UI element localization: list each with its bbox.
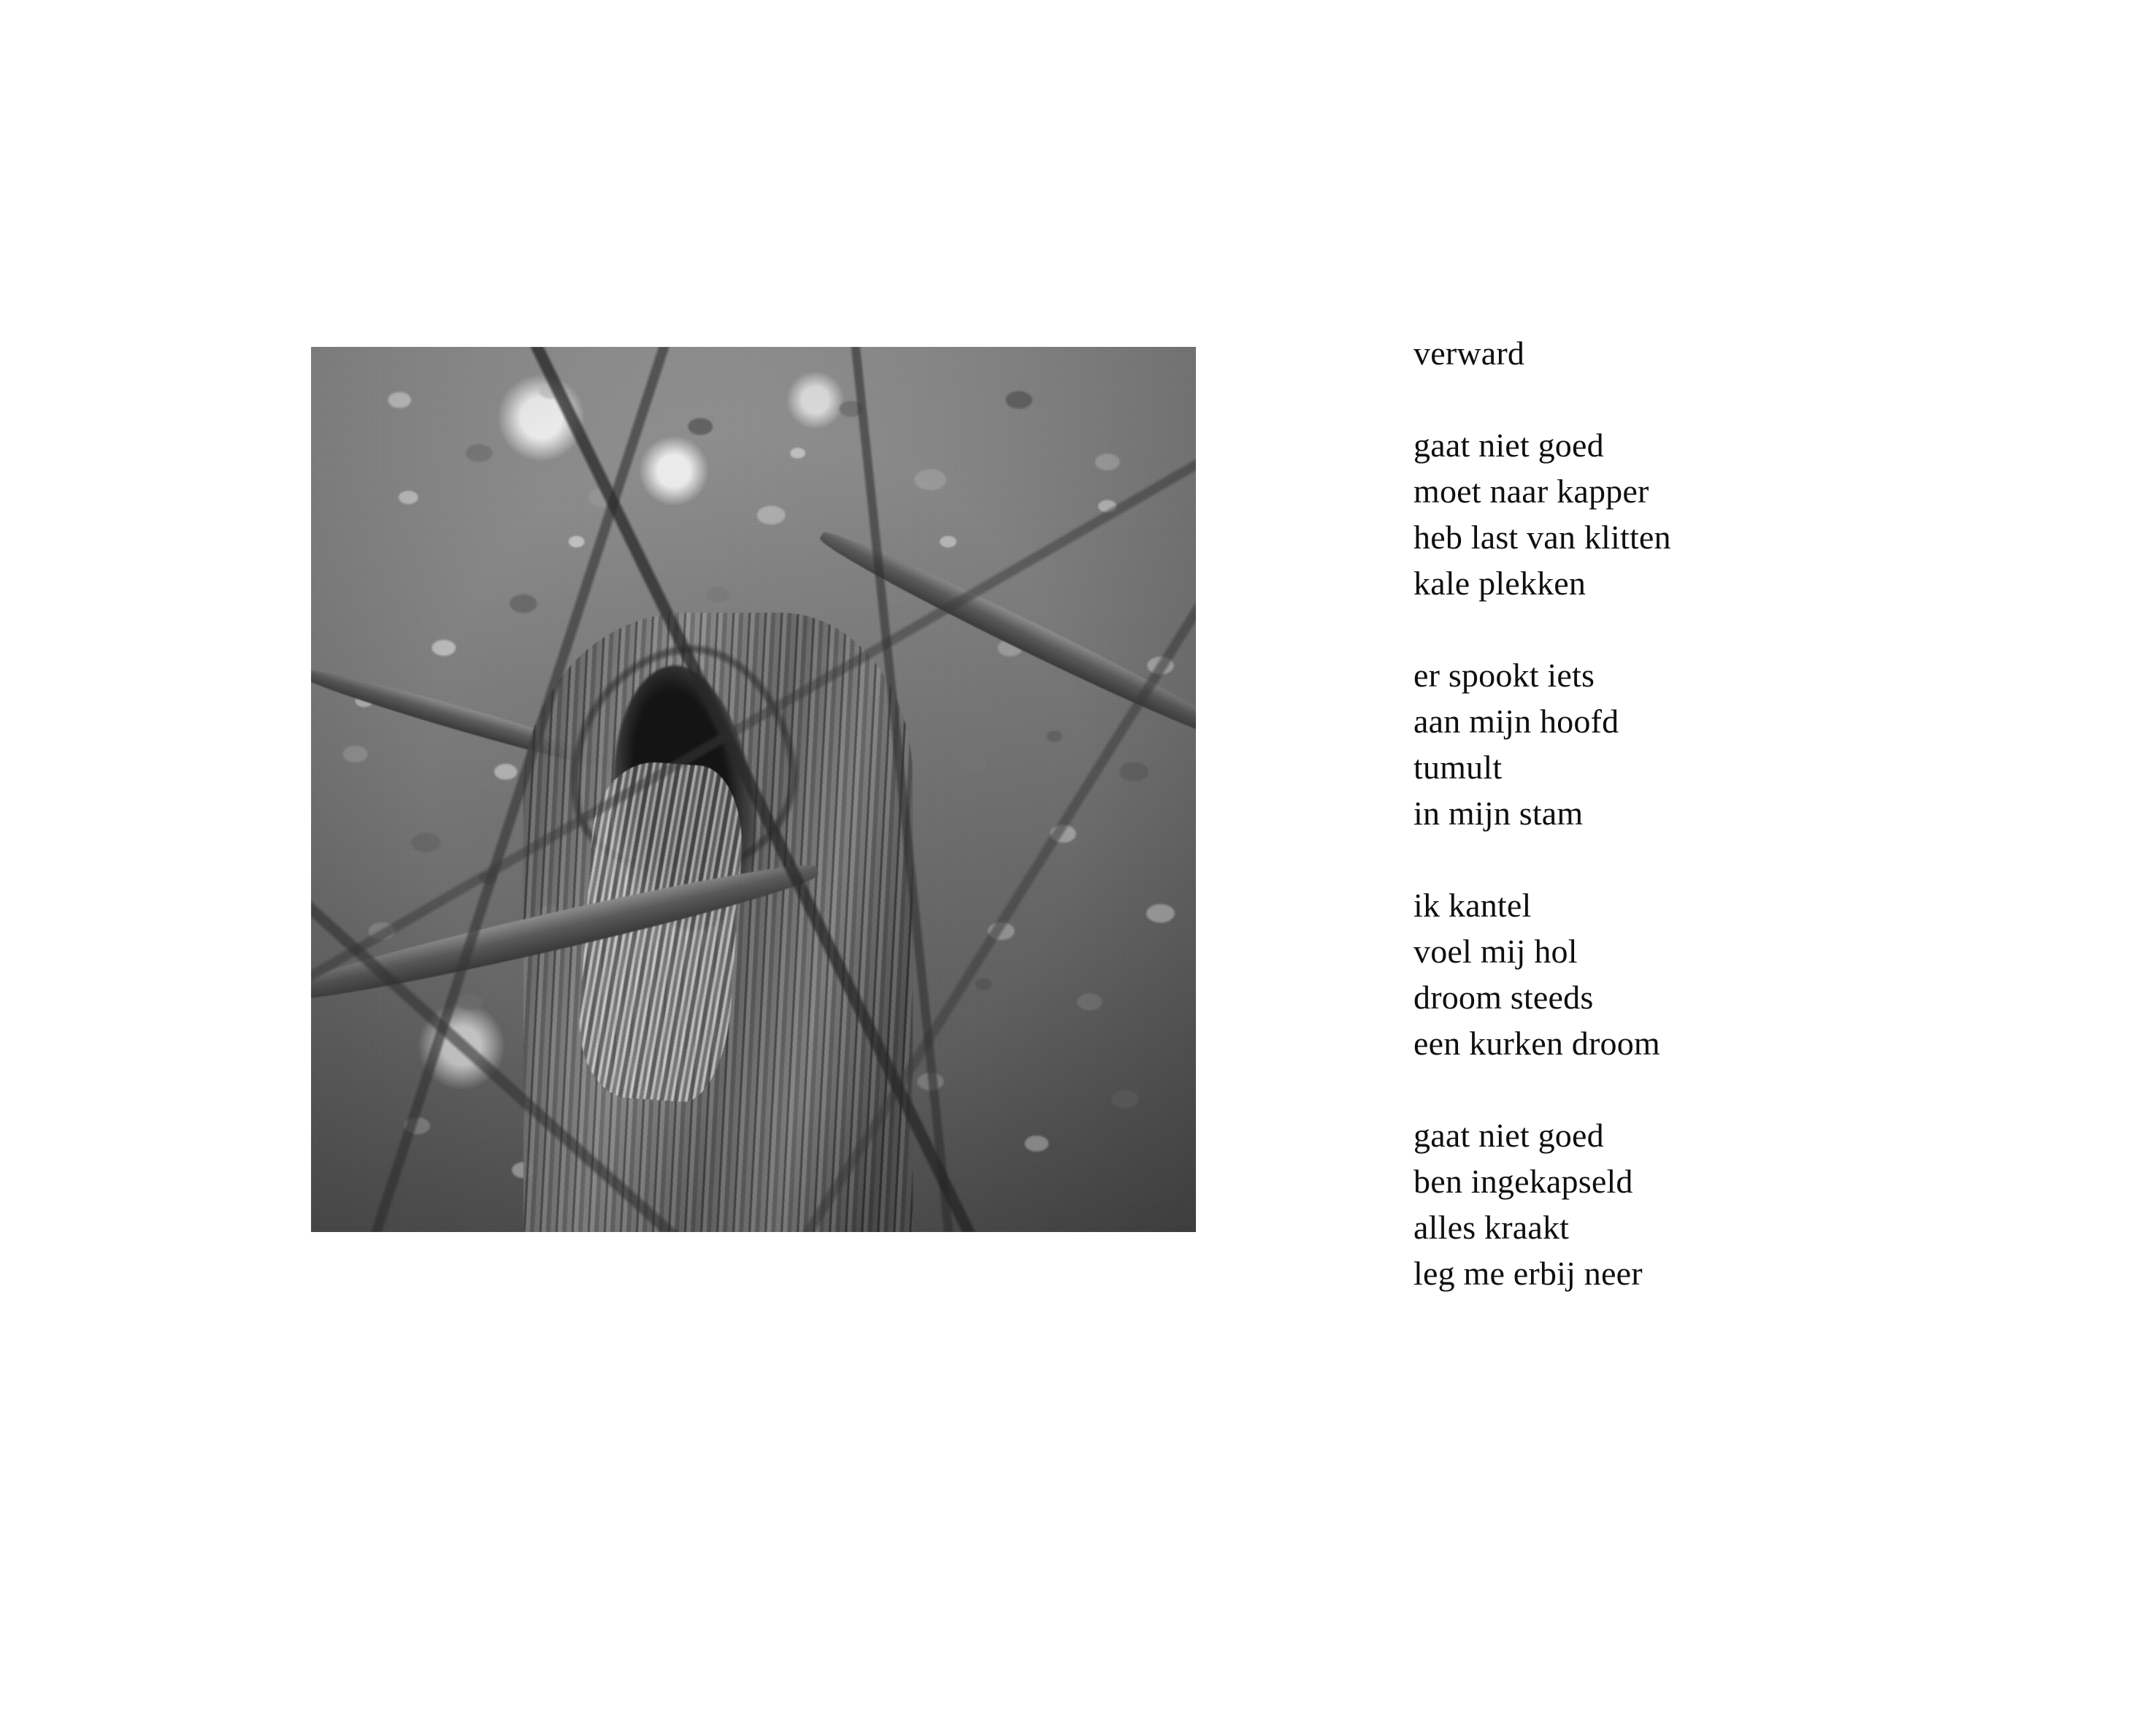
photo-vignette bbox=[311, 347, 1196, 1232]
poem-line: heb last van klitten bbox=[1413, 519, 1671, 556]
poem-line: in mijn stam bbox=[1413, 795, 1584, 832]
poem-stanza-4 bbox=[1413, 1112, 2056, 1296]
poem-line: gaat niet goed bbox=[1413, 427, 1604, 464]
poem-line: ik kantel bbox=[1413, 887, 1532, 924]
poem-line: tumult bbox=[1413, 749, 1503, 786]
poem-line: een kurken droom bbox=[1413, 1025, 1660, 1062]
poem-stanza-3 bbox=[1413, 882, 2056, 1066]
poem-block bbox=[1413, 330, 2056, 1296]
poem-line: droom steeds bbox=[1413, 979, 1594, 1016]
poem-line: kale plekken bbox=[1413, 565, 1587, 602]
poem-line: aan mijn hoofd bbox=[1413, 703, 1619, 740]
poem-stanza-2 bbox=[1413, 652, 2056, 836]
photo-image bbox=[311, 347, 1196, 1232]
poem-line: er spookt iets bbox=[1413, 657, 1595, 694]
poem-title: verward bbox=[1413, 334, 1525, 372]
tree-photograph bbox=[311, 347, 1196, 1232]
poem-line: moet naar kapper bbox=[1413, 473, 1649, 510]
poem-stanza-1 bbox=[1413, 422, 2056, 606]
poem-line: gaat niet goed bbox=[1413, 1117, 1604, 1154]
poem-line: voel mij hol bbox=[1413, 933, 1578, 970]
poem-line: alles kraakt bbox=[1413, 1209, 1570, 1246]
poem-line: ben ingekapseld bbox=[1413, 1163, 1633, 1200]
poem-line: leg me erbij neer bbox=[1413, 1255, 1643, 1292]
